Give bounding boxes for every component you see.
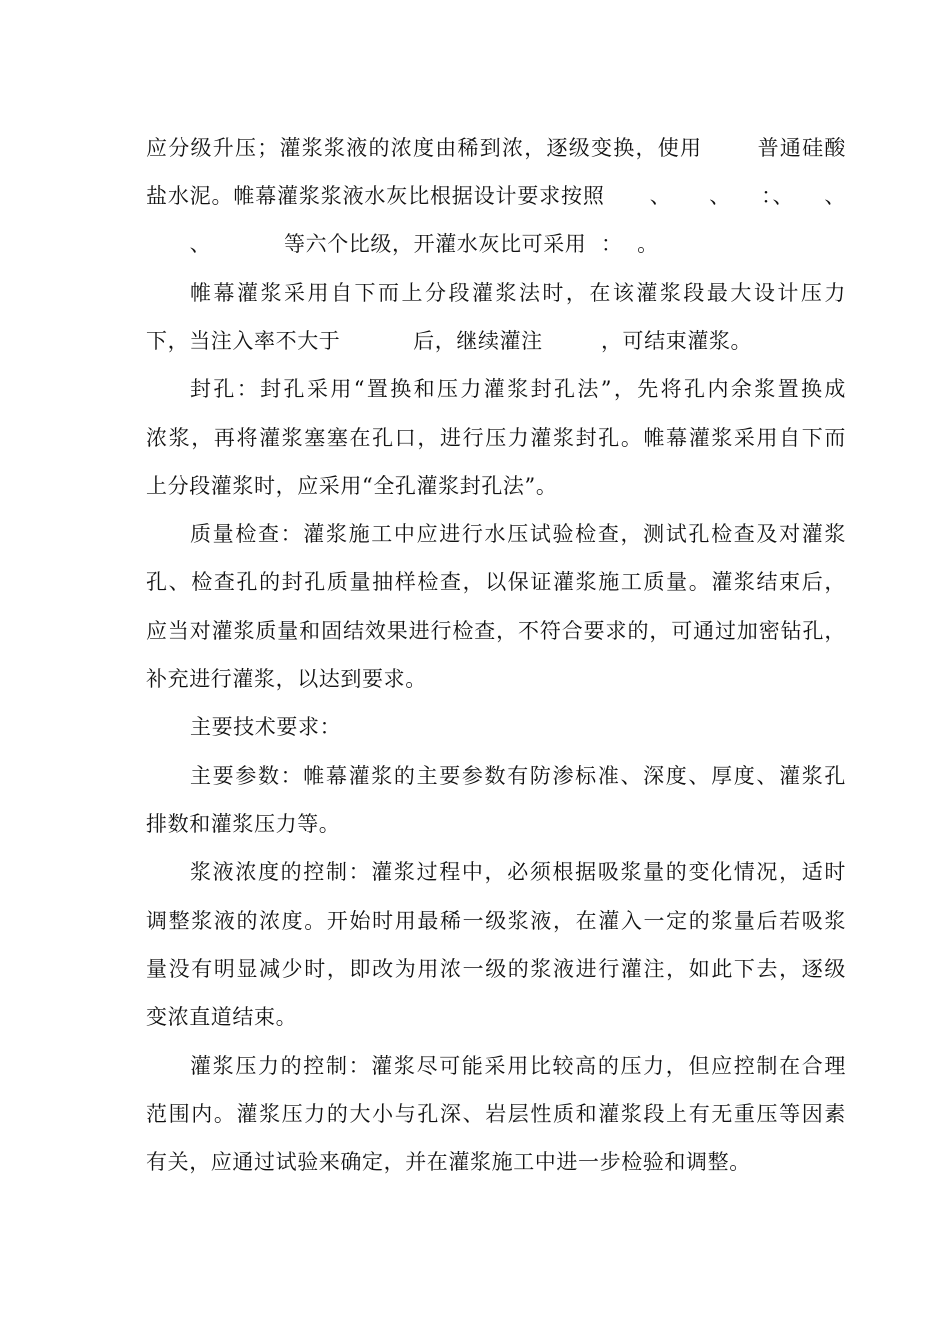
paragraph-line: 调整浆液的浓度。开始时用最稀一级浆液，在灌入一定的浆量后若吸浆 (146, 909, 846, 933)
paragraph-line: 补充进行灌浆，以达到要求。 (146, 667, 427, 691)
paragraph-line: 下，当注入率不大于 后，继续灌注 ，可结束灌浆。 (146, 329, 753, 353)
paragraph-line: 排数和灌浆压力等。 (146, 812, 341, 836)
paragraph-line: 浓浆，再将灌浆塞塞在孔口，进行压力灌浆封孔。帷幕灌浆采用自下而 (146, 426, 846, 450)
paragraph-line: 、 等六个比级，开灌水灰比可采用 ： 。 (146, 232, 659, 256)
paragraph-line: 灌浆压力的控制：灌浆尽可能采用比较高的压力，但应控制在合理 (190, 1054, 846, 1078)
paragraph-line: 帷幕灌浆采用自下而上分段灌浆法时，在该灌浆段最大设计压力 (190, 281, 846, 305)
paragraph-line: 变浓直道结束。 (146, 1005, 298, 1029)
paragraph-line: 应分级升压；灌浆浆液的浓度由稀到浓，逐级变换，使用 普通硅酸 (146, 136, 846, 160)
paragraph-line: 范围内。灌浆压力的大小与孔深、岩层性质和灌浆段上有无重压等因素 (146, 1102, 846, 1126)
paragraph-line: 应当对灌浆质量和固结效果进行检查，不符合要求的，可通过加密钻孔， (146, 619, 846, 643)
paragraph-line: 有关，应通过试验来确定，并在灌浆施工中进一步检验和调整。 (146, 1150, 751, 1174)
paragraph-line: 量没有明显减少时，即改为用浓一级的浆液进行灌注，如此下去，逐级 (146, 957, 846, 981)
section-heading: 主要技术要求： (190, 715, 342, 739)
paragraph-line: 主要参数：帷幕灌浆的主要参数有防渗标准、深度、厚度、灌浆孔 (190, 764, 846, 788)
paragraph-line: 封孔：封孔采用“置换和压力灌浆封孔法”，先将孔内余浆置换成 (190, 377, 846, 401)
paragraph-line: 上分段灌浆时，应采用“全孔灌浆封孔法”。 (146, 474, 558, 498)
paragraph-line: 质量检查：灌浆施工中应进行水压试验检查，测试孔检查及对灌浆 (190, 522, 846, 546)
paragraph-line: 孔、检查孔的封孔质量抽样检查，以保证灌浆施工质量。灌浆结束后， (146, 570, 846, 594)
paragraph-line: 盐水泥。帷幕灌浆浆液水灰比根据设计要求按照 、 、 ：、 、 (146, 184, 846, 208)
paragraph-line: 浆液浓度的控制：灌浆过程中，必须根据吸浆量的变化情况，适时 (190, 860, 846, 884)
